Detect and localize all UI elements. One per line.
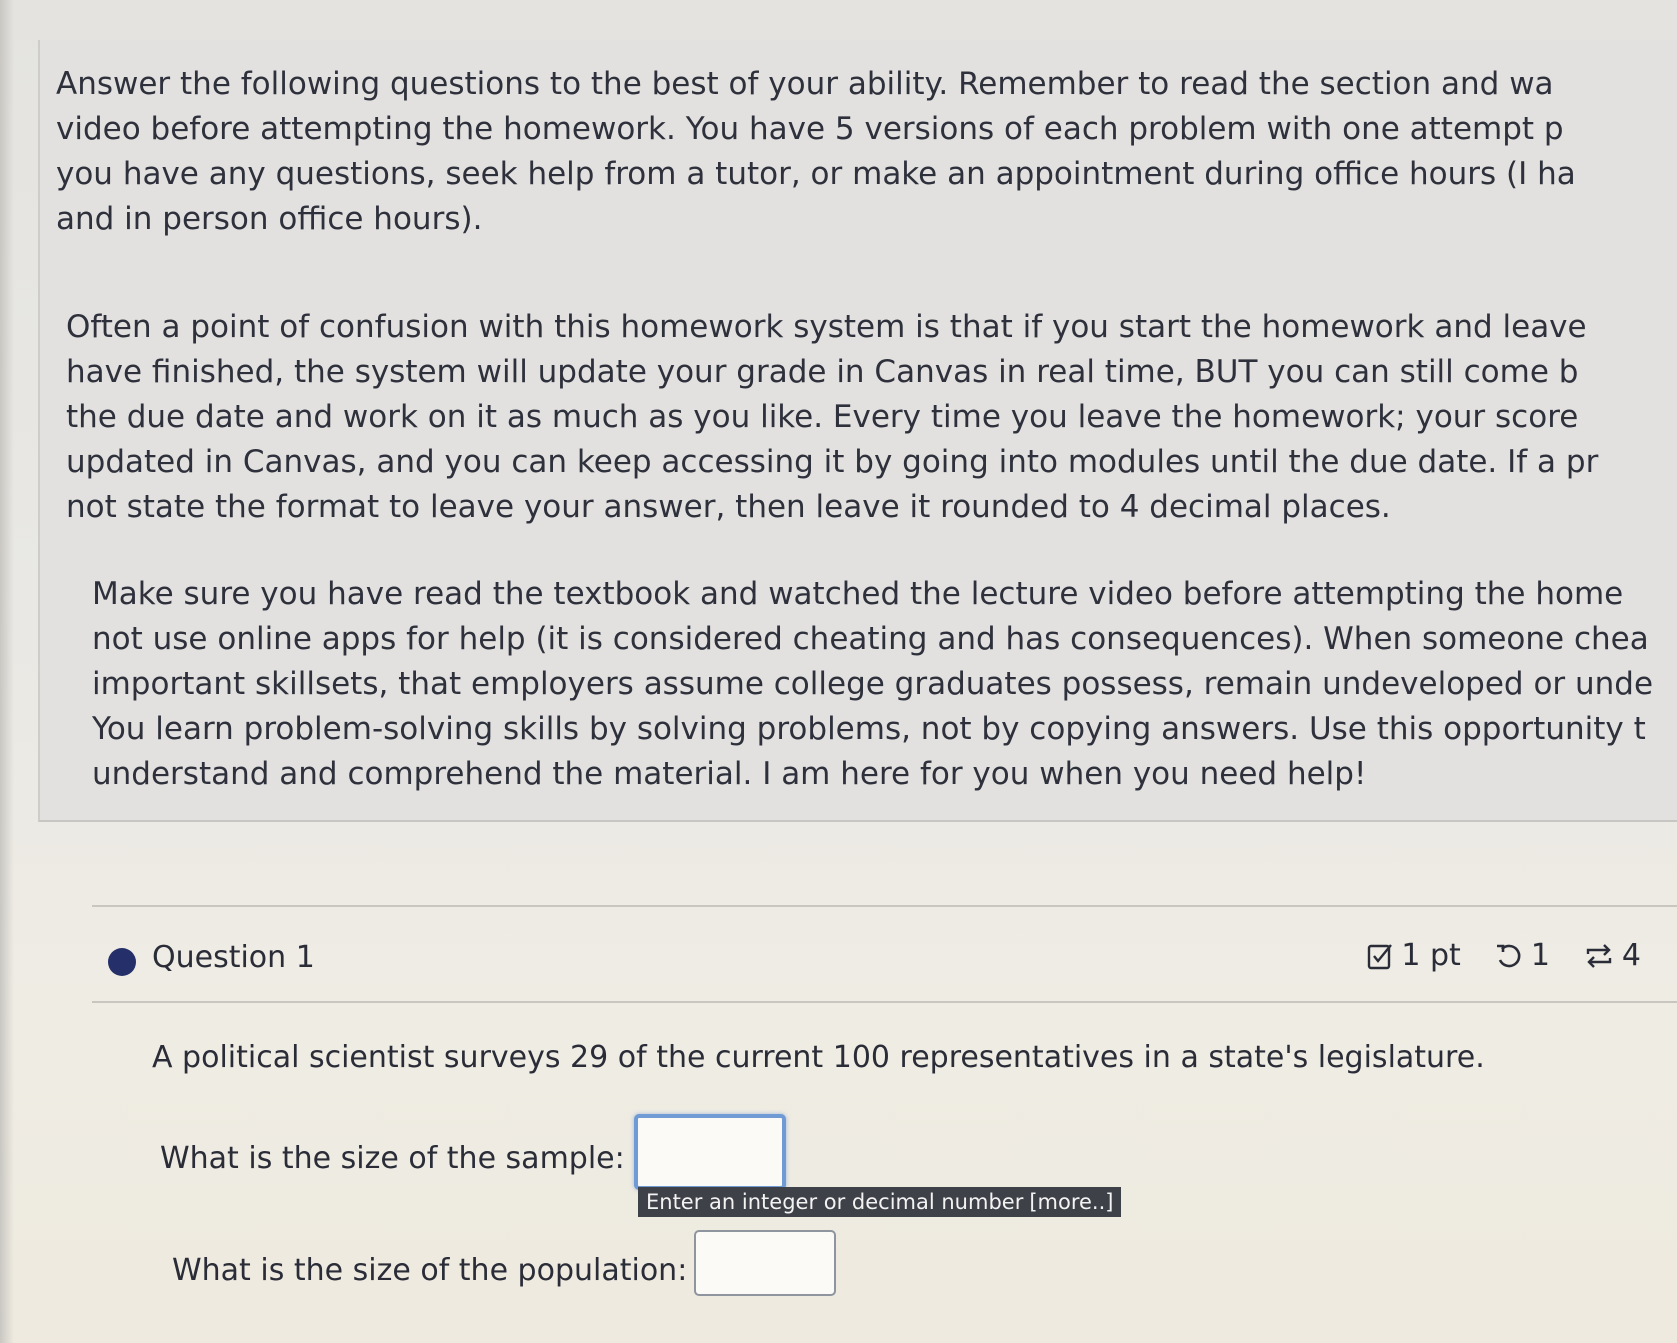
question-header-divider: [92, 1001, 1677, 1003]
points-indicator: [1367, 938, 1460, 973]
question-prompt: A political scientist surveys 29 of the current 100 representatives in a state's legislature.: [152, 1040, 1485, 1075]
instructions-line: Answer the following questions to the best of your ability. Remember to read the section and wa: [56, 66, 1554, 102]
sample-size-input[interactable]: [634, 1114, 786, 1190]
question-meta: [1367, 938, 1641, 973]
retry-indicator[interactable]: [1495, 938, 1550, 973]
question-title: Question 1: [152, 940, 315, 975]
instructions-line: video before attempting the homework. You have 5 versions of each problem with one attempt p: [56, 111, 1564, 147]
versions-count: 4: [1621, 938, 1641, 973]
input-hint-text: Enter an integer or decimal number: [646, 1190, 1024, 1214]
page-edge-shadow: [0, 0, 14, 1343]
instructions-paragraph-3: [92, 572, 1677, 797]
undo-icon: [1495, 942, 1523, 970]
retry-count: 1: [1530, 938, 1550, 973]
population-size-label: What is the size of the population:: [172, 1253, 688, 1288]
question-top-divider: [92, 905, 1677, 907]
input-hint-tooltip: [638, 1187, 1121, 1217]
question-header: [100, 930, 1677, 990]
question-status-dot: [108, 948, 136, 976]
sample-size-label: What is the size of the sample:: [160, 1141, 625, 1176]
instructions-line: have finished, the system will update your grade in Canvas in real time, BUT you can still come b: [66, 354, 1579, 390]
instructions-line: and in person office hours).: [56, 201, 483, 237]
points-value: 1 pt: [1401, 938, 1461, 973]
instructions-line: You learn problem-solving skills by solving problems, not by copying answers. Use this opportunity t: [92, 711, 1646, 747]
instructions-line: important skillsets, that employers assume college graduates possess, remain undeveloped or unde: [92, 666, 1654, 702]
check-square-icon: [1367, 942, 1393, 970]
instructions-paragraph-2: [66, 305, 1677, 530]
population-size-input[interactable]: [694, 1230, 836, 1296]
versions-indicator[interactable]: [1584, 938, 1641, 973]
hint-more-link[interactable]: [more..]: [1029, 1190, 1114, 1214]
instructions-line: not use online apps for help (it is considered cheating and has consequences). When someone chea: [92, 621, 1649, 657]
instructions-paragraph-1: [56, 62, 1676, 242]
instructions-line: the due date and work on it as much as you like. Every time you leave the homework; your score: [66, 399, 1579, 435]
instructions-line: understand and comprehend the material. I am here for you when you need help!: [92, 756, 1367, 792]
instructions-line: Often a point of confusion with this homework system is that if you start the homework and leave: [66, 309, 1587, 345]
instructions-line: Make sure you have read the textbook and watched the lecture video before attempting the home: [92, 576, 1624, 612]
repeat-icon: [1584, 941, 1614, 971]
instructions-line: you have any questions, seek help from a tutor, or make an appointment during office hours (I ha: [56, 156, 1576, 192]
instructions-line: not state the format to leave your answer, then leave it rounded to 4 decimal places.: [66, 489, 1391, 525]
instructions-line: updated in Canvas, and you can keep accessing it by going into modules until the due date. If a pr: [66, 444, 1599, 480]
